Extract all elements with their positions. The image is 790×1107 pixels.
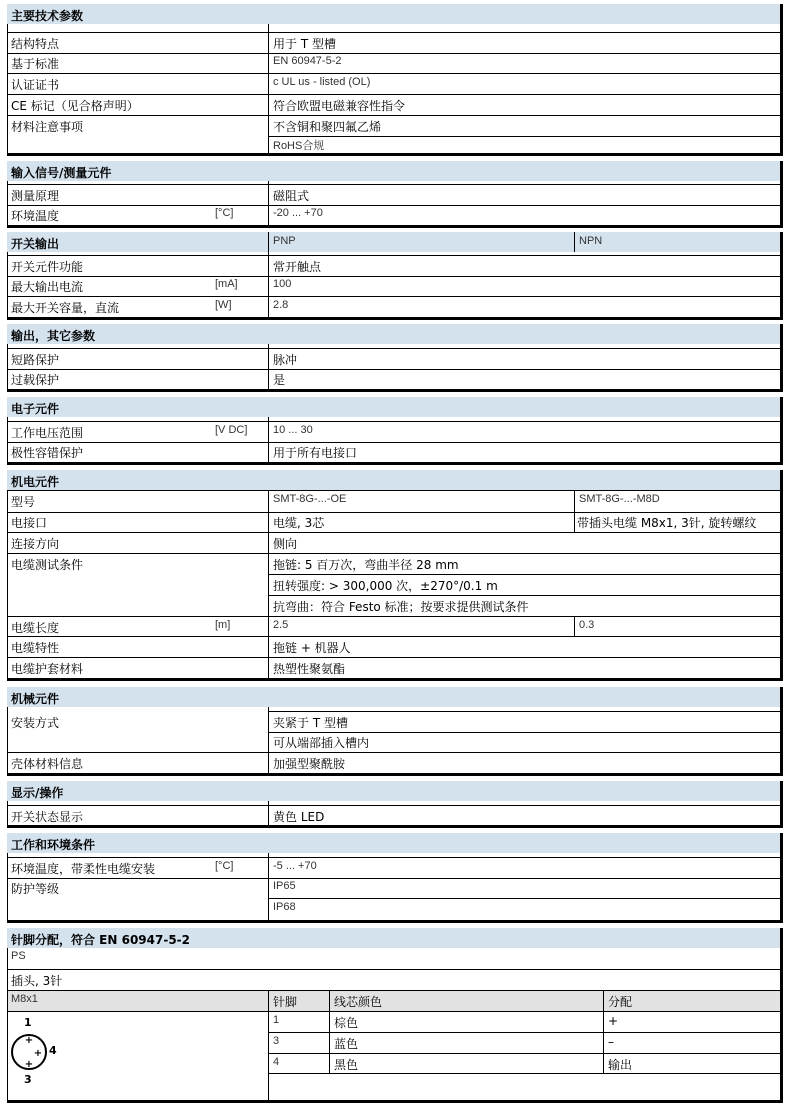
spec-row (11, 711, 780, 733)
spec-label: 结构特点 (11, 37, 60, 51)
diagram-pin-4: 4 (49, 1044, 57, 1057)
spec-unit: [V DC] (215, 424, 248, 436)
wire-color: 黑色 (334, 1058, 359, 1072)
spec-unit: [°C] (215, 860, 234, 872)
spec-label: 最大开关容量，直流 (11, 301, 120, 315)
spec-value: 是 (273, 373, 286, 387)
spec-label: 短路保护 (11, 353, 60, 367)
spec-value: 侧向 (273, 537, 298, 551)
section-header (7, 687, 780, 707)
diagram-pin-1: 1 (24, 1016, 32, 1029)
spec-label: 环境温度 (11, 209, 60, 223)
spec-value: 2.8 (273, 299, 289, 311)
section-header (7, 324, 780, 344)
spec-unit: [mA] (215, 278, 238, 290)
section-title: 输出，其它参数 (11, 329, 96, 343)
section-output-other (7, 324, 783, 392)
spec-unit: [m] (215, 619, 231, 631)
spec-label: 环境温度，带柔性电缆安装 (11, 862, 156, 876)
section-title: 开关输出 (11, 237, 60, 251)
pin-table-header (7, 991, 780, 1012)
plug-row (7, 970, 780, 991)
color-header: 线芯颜色 (334, 995, 383, 1009)
diagram-pin-3: 3 (24, 1073, 32, 1086)
section-title: 电子元件 (11, 402, 60, 416)
pin-row-empty (269, 1074, 780, 1100)
pin-assignment: – (608, 1035, 614, 1049)
spec-value: 加强型聚酰胺 (273, 757, 346, 771)
spec-row (7, 421, 780, 443)
output-type-npn: NPN (579, 235, 603, 247)
svg-text:+: + (24, 1035, 34, 1046)
section-input-signal (7, 161, 783, 228)
spec-row (7, 805, 780, 826)
section-title: 机电元件 (11, 475, 60, 489)
section-header (7, 4, 780, 24)
pin-assignment: 输出 (608, 1058, 633, 1072)
spec-label: 壳体材料信息 (11, 757, 84, 771)
section-switch-output (7, 232, 783, 320)
spec-row (7, 276, 780, 297)
section-electronics (7, 397, 783, 465)
spec-label: 材料注意事项 (11, 120, 84, 134)
output-type-pnp: PNP (273, 235, 296, 247)
spec-value: IP65 (273, 880, 296, 892)
spec-label: 基于标准 (11, 57, 60, 71)
section-pin-assignment (7, 928, 783, 1103)
spec-value: -5 ... +70 (273, 860, 317, 872)
section-header (7, 833, 780, 853)
spec-value: 扭转强度: > 300,000 次，±270°/0.1 m (273, 579, 498, 593)
wire-color: 棕色 (334, 1016, 359, 1030)
spec-label: 极性容错保护 (11, 446, 84, 460)
section-header (7, 470, 780, 490)
spec-value: 10 ... 30 (273, 424, 313, 436)
svg-text:+: + (33, 1048, 43, 1059)
spec-value: EN 60947-5-2 (273, 55, 342, 67)
spec-row (7, 348, 780, 370)
spec-label: CE 标记（见合格声明） (11, 99, 139, 113)
spec-value: RoHS合规 (273, 140, 325, 152)
spec-row (11, 878, 780, 899)
spec-value: c UL us - listed (OL) (273, 76, 371, 88)
pin-number: 3 (273, 1035, 280, 1047)
spec-label: 连接方向 (11, 537, 60, 551)
spec-value: 不含铜和聚四氟乙烯 (273, 120, 382, 134)
spec-row (7, 297, 780, 317)
spec-value: 拖链: 5 百万次，弯曲半径 28 mm (273, 558, 459, 572)
section-header (7, 397, 780, 417)
section-title: 针脚分配，符合 EN 60947-5-2 (11, 933, 191, 947)
spec-value: IP68 (273, 901, 296, 913)
spec-value: 磁阻式 (273, 189, 310, 203)
spec-value: 符合欧盟电磁兼容性指令 (273, 99, 406, 113)
spec-label: 开关元件功能 (11, 260, 84, 274)
spec-value: 用于 T 型槽 (273, 37, 336, 51)
spec-label: 型号 (11, 495, 36, 509)
pin-row (269, 1012, 780, 1033)
spec-label: 电接口 (11, 516, 48, 530)
section-title: 主要技术参数 (11, 9, 84, 23)
pin-row (269, 1054, 780, 1074)
spec-row (7, 184, 780, 206)
spec-unit: [W] (215, 299, 232, 311)
spec-row (7, 899, 780, 920)
spec-row (269, 575, 780, 596)
spec-row (7, 442, 780, 462)
spec-row (7, 857, 780, 879)
section-main-specs (7, 4, 783, 156)
spec-label: 防护等级 (11, 882, 60, 896)
spec-value: 常开触点 (273, 260, 322, 274)
section-title: 机械元件 (11, 692, 60, 706)
spec-row (7, 369, 780, 389)
spec-value: 电缆, 3芯 (273, 516, 325, 530)
spec-value: 黄色 LED (273, 810, 325, 824)
spec-value: 100 (273, 278, 292, 290)
spec-value: 拖链 + 机器人 (273, 641, 351, 655)
section-mechanics (7, 687, 783, 776)
spec-value: 抗弯曲：符合 Festo 标准；按要求提供测试条件 (273, 600, 529, 614)
pin-number: 4 (273, 1056, 280, 1068)
spec-row (7, 32, 780, 54)
spec-row (11, 116, 780, 137)
spec-row (7, 205, 780, 225)
connector-label: M8x1 (11, 993, 38, 1005)
spec-row (7, 95, 780, 116)
spec-row (7, 53, 780, 74)
svg-text:+: + (24, 1059, 34, 1070)
spec-row (7, 255, 780, 277)
spec-row (7, 137, 780, 153)
spec-row (7, 74, 780, 95)
section-header (7, 161, 780, 181)
spec-row (11, 554, 780, 575)
spec-label: 安装方式 (11, 716, 60, 730)
spec-row (7, 533, 780, 554)
spec-label: 电缆特性 (11, 641, 60, 655)
pin-header: 针脚 (273, 995, 298, 1009)
spec-row (7, 596, 780, 617)
spec-value-b: 0.3 (579, 619, 595, 631)
section-operating-conditions (7, 833, 783, 923)
spec-label: 电缆护套材料 (11, 662, 84, 676)
spec-value: -20 ... +70 (273, 207, 323, 219)
spec-row (7, 732, 780, 753)
spec-row (7, 753, 780, 773)
ps-row (7, 948, 780, 970)
section-title: 输入信号/测量元件 (11, 166, 112, 180)
section-header (7, 781, 780, 801)
ps-label: PS (11, 950, 26, 962)
spec-label: 认证证书 (11, 78, 60, 92)
section-title: 显示/操作 (11, 786, 64, 800)
spec-label: 电缆长度 (11, 621, 60, 635)
connector-diagram (7, 1012, 268, 1100)
spec-label: 最大输出电流 (11, 280, 84, 294)
section-electromechanics (7, 470, 783, 681)
assign-header: 分配 (608, 995, 633, 1009)
spec-row (7, 637, 780, 658)
spec-value-b: 带插头电缆 M8x1, 3针, 旋转螺纹 (577, 516, 757, 530)
pin-row (269, 1033, 780, 1054)
spec-row (7, 617, 780, 637)
spec-unit: [°C] (215, 207, 234, 219)
section-header (7, 928, 780, 948)
wire-color: 蓝色 (334, 1037, 359, 1051)
spec-label: 工作电压范围 (11, 426, 84, 440)
model-b: SMT-8G-...-M8D (579, 493, 660, 505)
spec-value: 脉冲 (273, 353, 298, 367)
spec-label: 过载保护 (11, 373, 60, 387)
spec-value: 2.5 (273, 619, 289, 631)
model-a: SMT-8G-...-OE (273, 493, 347, 505)
section-header (7, 232, 780, 252)
section-title: 工作和环境条件 (11, 838, 96, 852)
m8-connector-icon (7, 1012, 77, 1100)
spec-label: 电缆测试条件 (11, 558, 84, 572)
spec-value: 可从端部插入槽内 (273, 736, 370, 750)
section-display (7, 781, 783, 828)
pin-number: 1 (273, 1014, 280, 1026)
spec-value: 用于所有电接口 (273, 446, 358, 460)
pin-assignment: + (608, 1014, 619, 1028)
spec-label: 开关状态显示 (11, 810, 84, 824)
spec-value: 热塑性聚氨酯 (273, 662, 346, 676)
spec-row (7, 658, 780, 678)
spec-value: 夹紧于 T 型槽 (273, 716, 348, 730)
spec-row (7, 512, 780, 533)
spec-label: 测量原理 (11, 189, 60, 203)
plug-label: 插头, 3针 (11, 974, 63, 988)
spec-row (7, 490, 780, 513)
